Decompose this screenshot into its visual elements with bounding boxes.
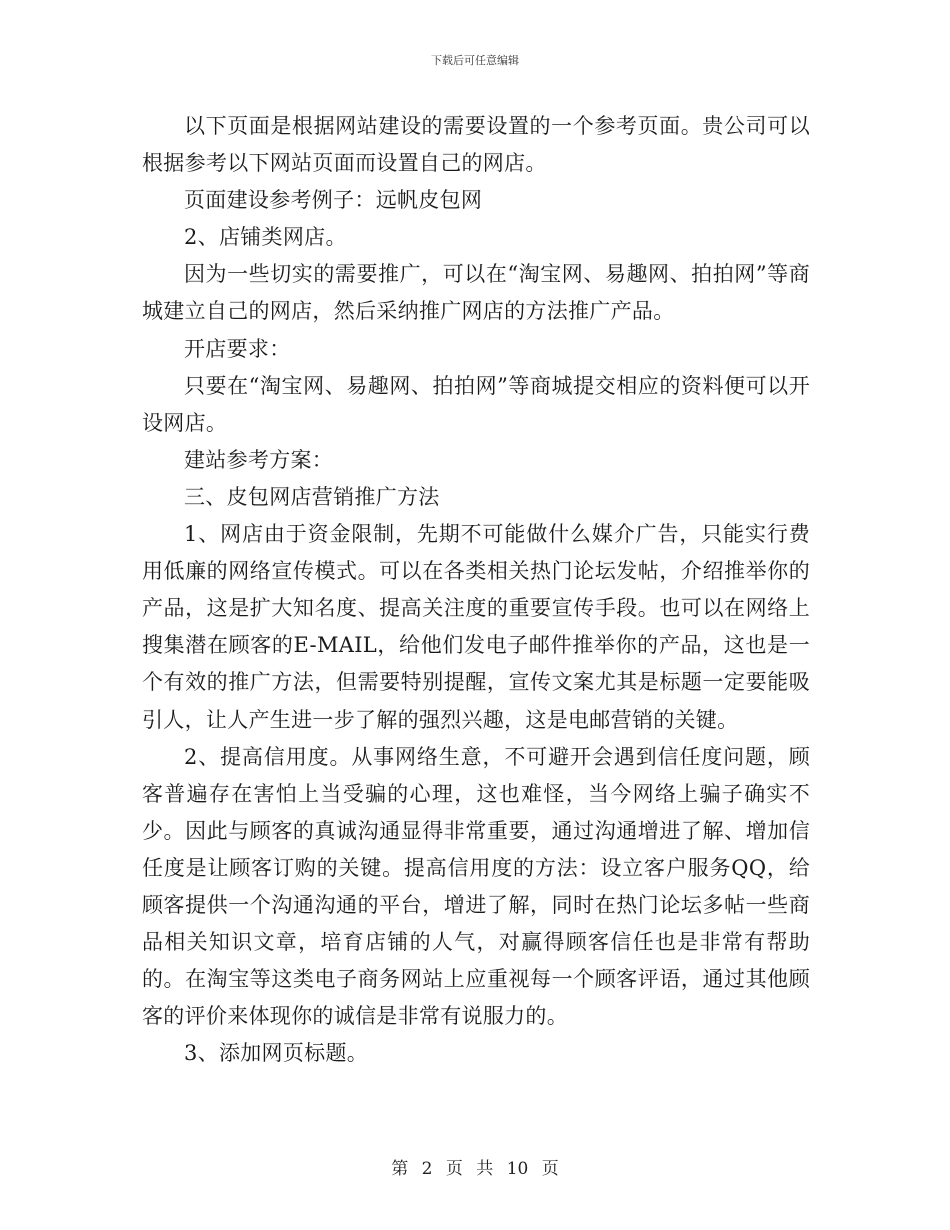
paragraph: 只要在“淘宝网、易趣网、拍拍网”等商城提交相应的资料便可以开设网店。	[142, 373, 810, 435]
paragraph: 3、添加网页标题。	[184, 1041, 369, 1066]
paragraph: 建站参考方案：	[184, 447, 334, 472]
paragraph: 因为一些切实的需要推广，可以在“淘宝网、易趣网、拍拍网”等商城建立自己的网店，然后采纳推广网店的方法推广产品。	[142, 262, 810, 324]
paragraph: 页面建设参考例子：远帆皮包网	[184, 188, 483, 213]
paragraph: 2、店铺类网店。	[184, 225, 347, 250]
page-header: 下载后可任意编辑	[431, 54, 519, 67]
paragraph: 以下页面是根据网站建设的需要设置的一个参考页面。贵公司可以根据参考以下网站页面而设置自己的网店。	[142, 114, 810, 176]
paragraph: 2、提高信用度。从事网络生意，不可避开会遇到信任度问题，顾客普遍存在害怕上当受骗的心理，这也难怪，当今网络上骗子确实不少。因此与顾客的真诚沟通显得非常重要，通过沟通增进了解、增加信任度是让顾客订购的关键。提高信用度的方法：设立客户服务QQ，给顾客提供一个沟通沟通的平台，增进了解，同时在热门论坛多帖一些商品相关知识文章，培育店铺的人气，对赢得顾客信任也是非常有帮助的。在淘宝等这类电子商务网站上应重视每一个顾客评语，通过其他顾客的评价来体现你的诚信是非常有说服力的。	[142, 744, 810, 1029]
document-body	[142, 108, 810, 1072]
page-number: 第 2 页 共 10 页	[391, 1159, 559, 1179]
section-heading: 三、皮包网店营销推广方法	[184, 484, 440, 509]
paragraph: 开店要求：	[184, 336, 291, 361]
paragraph: 1、网店由于资金限制，先期不可能做什么媒介广告，只能实行费用低廉的网络宣传模式。可以在各类相关热门论坛发帖，介绍推举你的产品，这是扩大知名度、提高关注度的重要宣传手段。也可以在网络上搜集潜在顾客的E-MAIL，给他们发电子邮件推举你的产品，这也是一个有效的推广方法，但需要特别提醒，宣传文案尤其是标题一定要能吸引人，让人产生进一步了解的强烈兴趣，这是电邮营销的关键。	[142, 522, 810, 732]
